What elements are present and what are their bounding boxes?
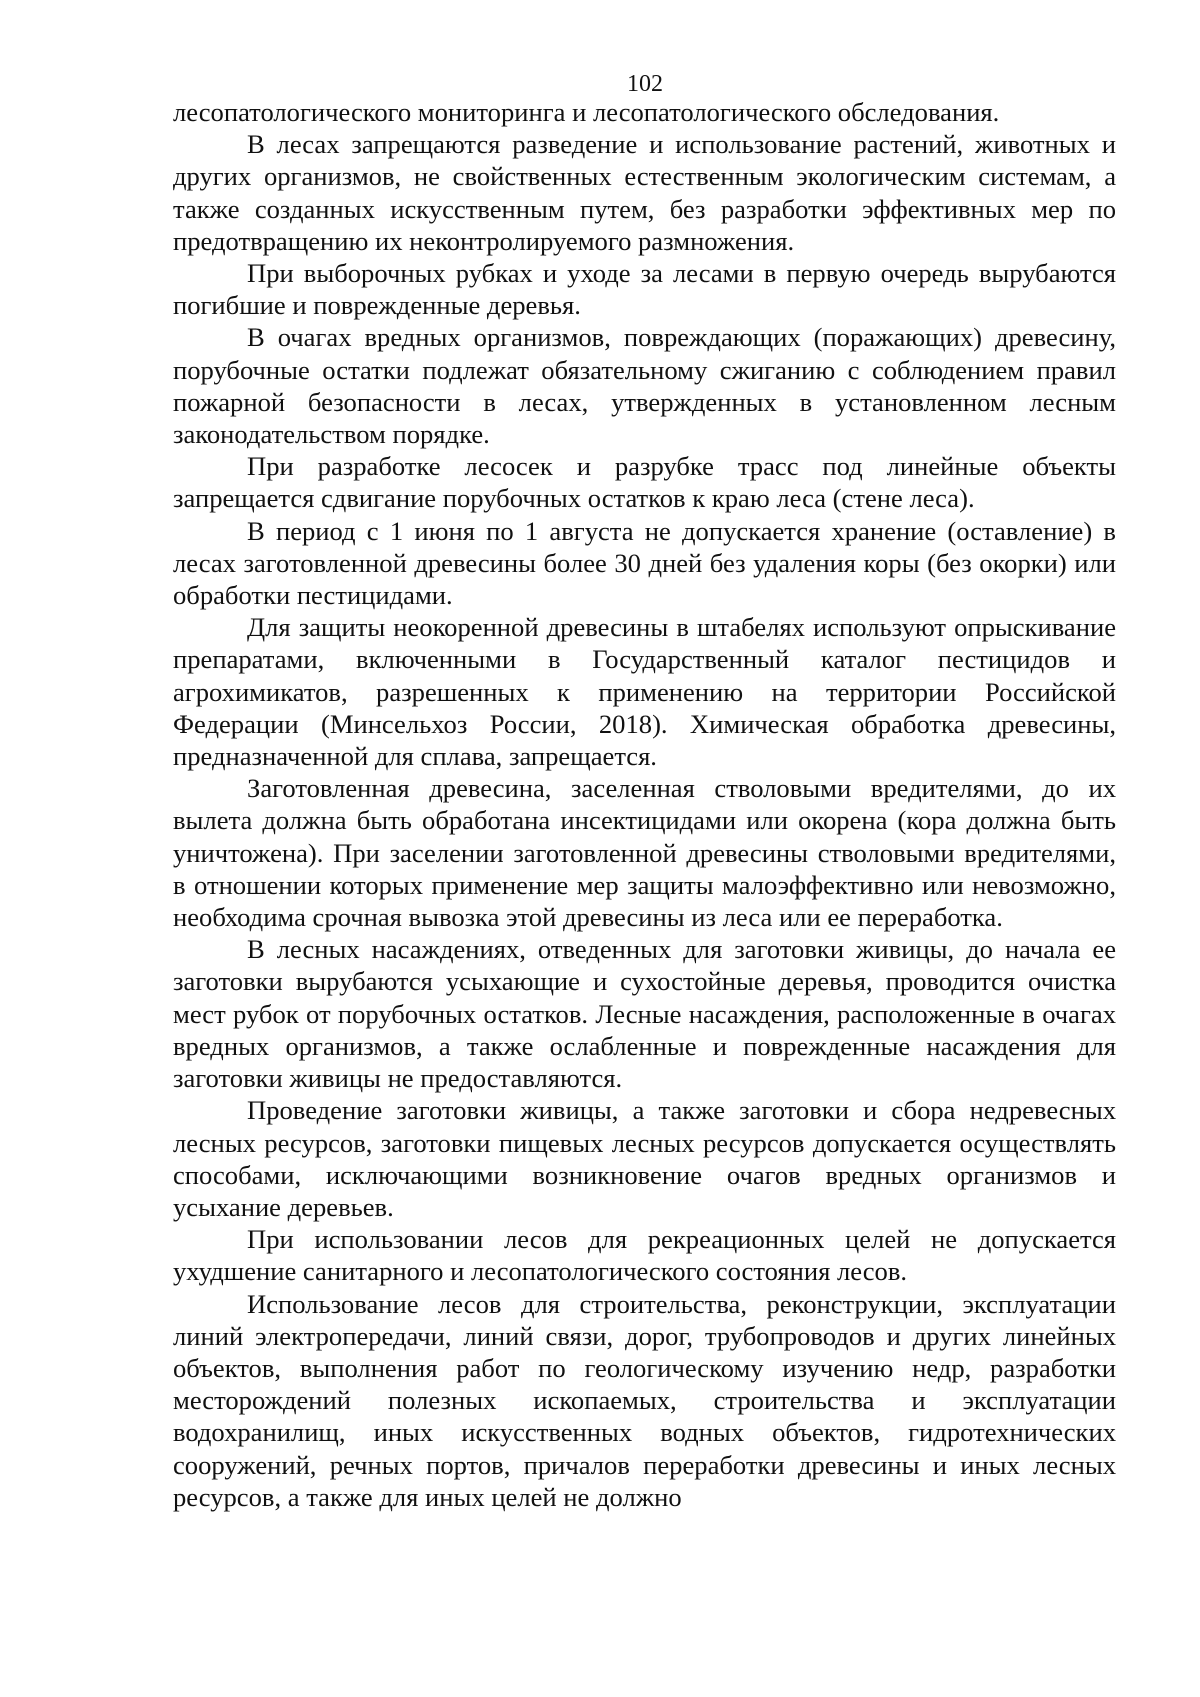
paragraph-residue-moving-ban: При разработке лесосек и разрубке трасс под линейные объекты запрещается сдвигание порубочных остатков к краю леса (стене леса). (173, 451, 1116, 514)
paragraph-ban-non-native-organisms: В лесах запрещаются разведение и использование растений, животных и других организмов, не свойственных естественным экологическим системам, а также созданных искусственным путем, без разработки эффективных мер по предотвращению их неконтролируемого размножения. (173, 129, 1116, 256)
paragraph-burning-residues: В очагах вредных организмов, повреждающих (поражающих) древесину, порубочные остатки подлежат обязательному сжиганию с соблюдением правил пожарной безопасности в лесах, утвержденных в установленном лесным законодательством порядке. (173, 322, 1116, 450)
paragraph-selective-logging: При выборочных рубках и уходе за лесами в первую очередь вырубаются погибшие и поврежденные деревья. (173, 258, 1116, 321)
paragraph-recreation: При использовании лесов для рекреационных целей не допускается ухудшение санитарного и лесопатологического состояния лесов. (173, 1224, 1116, 1287)
paragraph-chemical-protection: Для защиты неокоренной древесины в штабелях используют опрыскивание препаратами, включенными в Государственный каталог пестицидов и агрохимикатов, разрешенных к применению на территории Российской Федерации (Минсельхоз России, 2018). Химическая обработка древесины, предназначенной для сплава, запрещается. (173, 612, 1116, 772)
paragraph-infested-wood: Заготовленная древесина, заселенная стволовыми вредителями, до их вылета должна быть обработана инсектицидами или окорена (кора должна быть уничтожена). При заселении заготовленной древесины стволовыми вредителями, в отношении которых применение мер защиты малоэффективно или невозможно, необходима срочная вывозка этой древесины из леса или ее переработка. (173, 773, 1116, 933)
document-text (173, 96, 1116, 1513)
paragraph-non-timber-resources: Проведение заготовки живицы, а также заготовки и сбора недревесных лесных ресурсов, заготовки пищевых лесных ресурсов допускается осуществлять способами, исключающими возникновение очагов вредных организмов и усыхание деревьев. (173, 1095, 1116, 1222)
paragraph-continuation: лесопатологического мониторинга и лесопатологического обследования. (173, 97, 1000, 127)
page-number: 102 (627, 71, 663, 97)
paragraph-resin-stands: В лесных насаждениях, отведенных для заготовки живицы, до начала ее заготовки вырубаются усыхающие и сухостойные деревья, проводится очистка мест рубок от порубочных остатков. Лесные насаждения, расположенные в очагах вредных организмов, а также ослабленные и поврежденные насаждения для заготовки живицы не предоставляются. (173, 934, 1116, 1094)
paragraph-storage-period: В период с 1 июня по 1 августа не допускается хранение (оставление) в лесах заготовленной древесины более 30 дней без удаления коры (без окорки) или обработки пестицидами. (173, 515, 1116, 611)
paragraph-construction-use: Использование лесов для строительства, реконструкции, эксплуатации линий электропередачи, линий связи, дорог, трубопроводов и других линейных объектов, выполнения работ по геологическому изучению недр, разработки месторождений полезных ископаемых, строительства и эксплуатации водохранилищ, иных искусственных водных объектов, гидротехнических сооружений, речных портов, причалов переработки древесины и иных лесных ресурсов, а также для иных целей не должно (173, 1288, 1116, 1512)
